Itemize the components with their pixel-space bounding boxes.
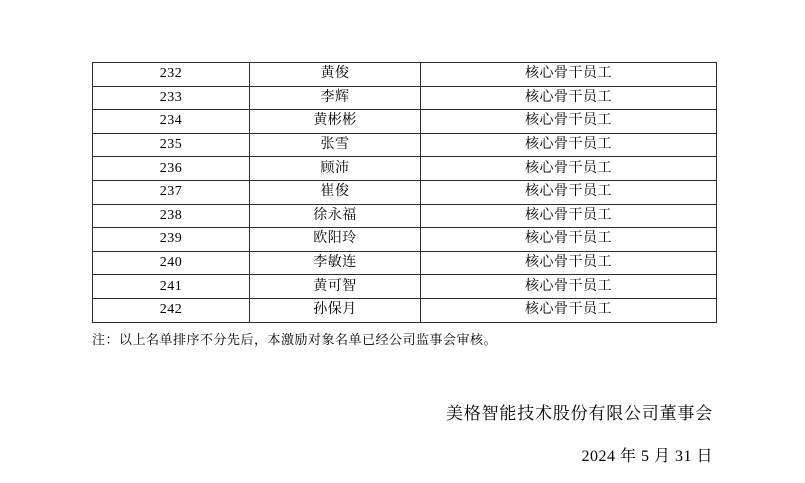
table-row xyxy=(93,204,717,228)
table-row xyxy=(93,180,717,204)
serial-number-cell: 233 xyxy=(93,86,250,110)
serial-number-cell: 242 xyxy=(93,298,250,322)
serial-number-cell: 236 xyxy=(93,157,250,181)
employee-name-cell: 黄可智 xyxy=(250,275,421,299)
table-row xyxy=(93,298,717,322)
serial-number-cell: 237 xyxy=(93,180,250,204)
serial-number-cell: 239 xyxy=(93,228,250,252)
category-cell: 核心骨干员工 xyxy=(421,275,717,299)
serial-number-cell: 238 xyxy=(93,204,250,228)
table-row xyxy=(93,86,717,110)
incentive-roster-table xyxy=(92,62,717,323)
employee-name-cell: 徐永福 xyxy=(250,204,421,228)
table-row xyxy=(93,110,717,134)
serial-number-cell: 234 xyxy=(93,110,250,134)
category-cell: 核心骨干员工 xyxy=(421,251,717,275)
employee-name-cell: 李敏连 xyxy=(250,251,421,275)
employee-name-cell: 黄俊 xyxy=(250,63,421,87)
employee-name-cell: 黄彬彬 xyxy=(250,110,421,134)
category-cell: 核心骨干员工 xyxy=(421,63,717,87)
signature-block xyxy=(446,399,713,466)
employee-name-cell: 崔俊 xyxy=(250,180,421,204)
table-row xyxy=(93,133,717,157)
category-cell: 核心骨干员工 xyxy=(421,133,717,157)
category-cell: 核心骨干员工 xyxy=(421,204,717,228)
category-cell: 核心骨干员工 xyxy=(421,180,717,204)
document-date: 2024 年 5 月 31 日 xyxy=(581,448,713,465)
employee-name-cell: 孙保月 xyxy=(250,298,421,322)
category-cell: 核心骨干员工 xyxy=(421,228,717,252)
category-cell: 核心骨干员工 xyxy=(421,157,717,181)
footnote: 注：以上名单排序不分先后，本激励对象名单已经公司监事会审核。 xyxy=(92,332,498,347)
table-row xyxy=(93,228,717,252)
category-cell: 核心骨干员工 xyxy=(421,298,717,322)
serial-number-cell: 232 xyxy=(93,63,250,87)
category-cell: 核心骨干员工 xyxy=(421,110,717,134)
serial-number-cell: 235 xyxy=(93,133,250,157)
table-row xyxy=(93,63,717,87)
table-row xyxy=(93,157,717,181)
employee-name-cell: 张雪 xyxy=(250,133,421,157)
employee-name-cell: 李辉 xyxy=(250,86,421,110)
category-cell: 核心骨干员工 xyxy=(421,86,717,110)
serial-number-cell: 240 xyxy=(93,251,250,275)
table-row xyxy=(93,275,717,299)
table-row xyxy=(93,251,717,275)
employee-name-cell: 欧阳玲 xyxy=(250,228,421,252)
board-signature: 美格智能技术股份有限公司董事会 xyxy=(446,404,713,423)
serial-number-cell: 241 xyxy=(93,275,250,299)
employee-name-cell: 顾沛 xyxy=(250,157,421,181)
